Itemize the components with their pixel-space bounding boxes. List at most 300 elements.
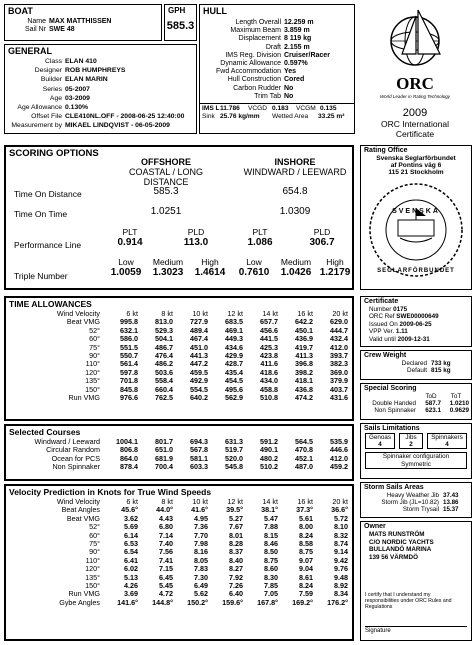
allowance-cell: 551.5	[120, 342, 138, 352]
allowance-cell: 425.3	[260, 342, 278, 352]
hull-row-label: Fwd Accommodation	[216, 68, 281, 76]
storm-sail-value: 15.37	[443, 506, 459, 514]
beat-angle-cell: 38.1°	[261, 505, 278, 515]
spinnakers-label: Spinnakers	[431, 434, 463, 441]
declared-label: Declared	[401, 360, 427, 367]
beat-vmg-cell: 5.72	[334, 513, 348, 523]
wetted-area-value: 33.25 m²	[318, 113, 345, 121]
wetted-area-label: Wetted Area	[272, 113, 309, 121]
run-vmg-cell: 6.40	[229, 589, 243, 599]
storm-sails-section	[360, 482, 472, 518]
table-row	[8, 463, 351, 471]
course-cell: 700.4	[155, 462, 173, 472]
velocity-cell: 8.58	[299, 539, 313, 549]
spinnakers-value: 4	[445, 441, 449, 449]
wind-speed-header: 14 kt	[262, 497, 278, 506]
pld-header-off: PLD	[187, 227, 205, 237]
wind-speed-header: 20 kt	[332, 497, 348, 506]
allowance-cell: 503.6	[155, 367, 173, 377]
velocity-cell: 8.40	[229, 555, 243, 565]
tn-low-header-off: Low	[118, 257, 134, 267]
course-cell: 878.4	[120, 462, 138, 472]
velocity-cell: 8.46	[264, 539, 278, 549]
scoring-label: SCORING OPTIONS	[9, 148, 99, 159]
storm-sails-rows	[361, 492, 471, 514]
allowance-cell: 418.6	[260, 367, 278, 377]
run-vmg-cell: 4.72	[159, 589, 173, 599]
ims-row	[200, 103, 354, 113]
allowance-cell: 469.1	[225, 325, 243, 335]
storm-sails-label: Storm Sails Areas	[364, 484, 424, 491]
general-row-label: Class	[45, 58, 62, 65]
orc-logo-icon	[380, 8, 450, 78]
course-cell: 651.0	[155, 445, 173, 455]
allowance-cell: 434.6	[225, 342, 243, 352]
allowance-cell: 492.9	[190, 376, 208, 386]
certificate-label: Certificate	[364, 298, 399, 305]
course-cell: 564.5	[295, 437, 313, 446]
allowance-cell: 441.3	[190, 351, 208, 361]
tot-label: Time On Time	[14, 209, 68, 219]
jibs-value: 2	[409, 441, 413, 449]
course-cell: 681.9	[155, 453, 173, 463]
velocity-table	[8, 498, 351, 607]
velocity-cell: 7.70	[194, 530, 208, 540]
general-row-label: Measurement by	[11, 122, 62, 130]
course-cell: 459.2	[330, 462, 348, 472]
ss-tod-header: ToD	[425, 393, 437, 400]
beat-vmg-cell: 3.62	[124, 513, 138, 523]
general-row-value: 03-2009	[65, 94, 90, 102]
orc-ref: SWE00000649	[396, 313, 439, 321]
special-scoring-section	[360, 383, 472, 420]
course-cell: 519.7	[225, 445, 243, 455]
allowance-cell: 436.9	[295, 334, 313, 344]
tn-low-inshore: 0.7610	[238, 267, 270, 278]
seal-text-top: SVENSKA	[392, 208, 440, 215]
storm-sail-label: Heavy Weather Jib	[386, 492, 439, 499]
default-value: 815 kg	[431, 367, 451, 375]
velocity-cell: 8.01	[229, 530, 243, 540]
allowance-cell: 529.3	[155, 325, 173, 335]
allowance-cell: 510.8	[260, 393, 278, 403]
hull-row-label: Maximum Beam	[230, 27, 281, 35]
gybe-angle-cell: 176.2°	[327, 597, 348, 607]
storm-sail-row	[361, 499, 471, 506]
allowance-cell: 382.3	[330, 359, 348, 369]
velocity-cell: 7.67	[229, 522, 243, 532]
storm-sail-row	[361, 506, 471, 513]
hull-row-label: Displacement	[238, 35, 281, 43]
velocity-cell: 7.98	[194, 539, 208, 549]
velocity-cell: 9.04	[299, 564, 313, 574]
allowance-cell: 434.0	[260, 376, 278, 386]
vcgd-value: 0.183	[272, 105, 289, 113]
hull-row	[200, 76, 354, 84]
allowance-cell: 411.3	[295, 351, 313, 361]
velocity-cell: 8.32	[334, 530, 348, 540]
allowance-cell: 423.8	[260, 351, 278, 361]
hull-row	[200, 85, 354, 93]
course-label: Non Spinnaker	[52, 462, 100, 472]
velocity-cell: 5.13	[124, 572, 138, 582]
allowance-cell: 554.5	[190, 384, 208, 394]
course-cell: 446.6	[330, 445, 348, 455]
tn-medium-offshore: 1.3023	[152, 267, 184, 278]
gph-section	[164, 4, 197, 41]
allowance-cell: 467.4	[190, 334, 208, 344]
allowance-angle-label: 90°	[89, 351, 100, 361]
declared-value: 733 kg	[431, 360, 451, 367]
allowance-cell: 454.5	[225, 376, 243, 386]
velocity-cell: 7.15	[159, 564, 173, 574]
velocity-cell: 7.41	[159, 555, 173, 565]
seal-text-bottom: SEGLARFÖRBUNDET	[377, 268, 455, 274]
hull-row	[200, 68, 354, 76]
velocity-cell: 8.10	[334, 522, 348, 532]
allowance-cell: 449.3	[225, 334, 243, 344]
velocity-angle-label: 90°	[89, 547, 100, 557]
allowance-cell: 379.9	[330, 376, 348, 386]
allowance-angle-label: 60°	[89, 334, 100, 344]
beat-vmg-cell: 5.61	[299, 513, 313, 523]
velocity-cell: 8.28	[229, 539, 243, 549]
allowance-cell: 845.8	[120, 384, 138, 394]
course-cell: 567.8	[190, 445, 208, 455]
genoas-label: Genoas	[368, 434, 392, 441]
velocity-cell: 7.36	[194, 522, 208, 532]
velocity-cell: 7.14	[159, 530, 173, 540]
allowance-cell: 562.9	[225, 393, 243, 403]
run-vmg-cell: 3.69	[124, 589, 138, 599]
velocity-cell: 7.92	[229, 572, 243, 582]
allowance-angle-label: 52°	[89, 325, 100, 335]
general-row-label: Series	[42, 85, 62, 93]
boat-label: BOAT	[8, 6, 33, 16]
allowance-cell: 640.2	[190, 393, 208, 403]
crew-weight-section	[360, 350, 472, 380]
storm-sail-label: Storm Trysail	[402, 506, 439, 514]
gybe-angles-label: Gybe Angles	[59, 597, 100, 607]
allowance-cell: 586.0	[120, 334, 138, 344]
hull-row-label: Trim Tab	[254, 92, 281, 100]
ims-l-label: IMS L	[202, 105, 220, 113]
allowance-cell: 369.0	[330, 367, 348, 377]
gybe-angle-cell: 150.2°	[187, 597, 208, 607]
velocity-cell: 8.15	[264, 530, 278, 540]
course-cell: 470.8	[295, 445, 313, 455]
allowance-cell: 393.7	[330, 351, 348, 361]
allowance-cell: 504.1	[155, 334, 173, 344]
vcgm-value: 0.135	[320, 105, 337, 113]
offshore-subtitle: COASTAL / LONG DISTANCE	[128, 167, 204, 187]
tod-offshore: 585.3	[153, 186, 179, 197]
rating-office-addr2: 115 21 Stockholm	[388, 169, 444, 176]
allowance-cell: 642.2	[295, 317, 313, 327]
scoring-section	[4, 145, 354, 290]
hull-row-label: IMS Reg. Division	[225, 51, 281, 59]
non-spinnaker-tot: 0.9629	[449, 407, 469, 415]
valid-until: 2009-12-31	[397, 335, 430, 343]
allowance-cell: 558.4	[155, 376, 173, 386]
velocity-cell: 5.69	[124, 522, 138, 532]
velocity-angle-label: 110°	[85, 555, 100, 565]
spinnaker-config-label: Spinnaker configuration	[382, 453, 450, 461]
velocity-angle-label: 120°	[85, 564, 100, 574]
general-row-value: ELAN 410	[65, 58, 97, 65]
vcgd-label: VCGD	[248, 105, 268, 113]
orc-logo-text: ORC	[396, 74, 434, 93]
sink-row	[200, 113, 354, 121]
tn-medium-header-off: Medium	[152, 257, 184, 267]
tn-medium-inshore: 1.0426	[280, 267, 312, 278]
course-cell: 520.0	[225, 453, 243, 463]
wind-speed-header: 14 kt	[262, 309, 278, 318]
sail-number-label: Sail Nr	[24, 26, 46, 34]
special-scoring-label: Special Scoring	[364, 385, 417, 392]
default-label: Default	[407, 367, 427, 375]
allowance-cell: 550.7	[120, 351, 138, 361]
course-cell: 806.8	[120, 445, 138, 455]
ss-tot-header: ToT	[450, 393, 462, 400]
plt-header-in: PLT	[252, 227, 268, 237]
boat-name: MAX MATTHISSEN	[49, 18, 112, 25]
hull-row-value: 0.597%	[284, 60, 308, 68]
allowance-cell: 762.5	[155, 393, 173, 403]
beat-vmg-cell: 5.27	[229, 513, 243, 523]
allowance-cell: 727.9	[190, 317, 208, 327]
general-section	[4, 44, 197, 134]
allowance-cell: 435.4	[225, 367, 243, 377]
spinnaker-config-value: Symmetric	[401, 460, 431, 468]
wind-speed-header: 12 kt	[227, 497, 243, 506]
course-cell: 603.3	[190, 462, 208, 472]
course-cell: 694.3	[190, 437, 208, 446]
time-allowances-label: TIME ALLOWANCES	[9, 299, 92, 309]
general-label: GENERAL	[8, 46, 53, 56]
allowance-cell: 976.6	[120, 393, 138, 403]
course-cell: 535.9	[330, 437, 348, 446]
velocity-cell: 4.26	[124, 581, 138, 591]
hull-row	[200, 44, 354, 52]
wind-speed-header: 10 kt	[192, 309, 208, 318]
velocity-cell: 9.48	[334, 572, 348, 582]
velocity-cell: 8.16	[194, 547, 208, 557]
general-row-value: ELAN MARIN	[65, 76, 108, 84]
allowance-cell: 431.6	[330, 393, 348, 403]
offshore-title: OFFSHORE	[140, 157, 191, 167]
time-allowances-table	[8, 310, 351, 402]
storm-sail-row	[361, 492, 471, 499]
hull-row-value: No	[284, 84, 294, 92]
double-handed-label: Double Handed	[372, 400, 416, 408]
sink-label: Sink	[202, 113, 215, 121]
velocity-cell: 7.88	[264, 522, 278, 532]
velocity-cell: 8.74	[334, 539, 348, 549]
beat-angle-cell: 36.6°	[331, 505, 348, 515]
hull-row	[200, 93, 354, 101]
storm-sail-label: Storm Jib (JL=10.82)	[381, 499, 439, 507]
course-cell: 591.2	[260, 437, 278, 446]
general-row-label: Age	[49, 94, 62, 102]
selected-courses-section	[4, 424, 354, 481]
jibs-label: Jibs	[405, 434, 417, 441]
course-cell: 631.3	[225, 437, 243, 446]
orc-tagline: World Leader in Rating Technology	[379, 94, 451, 99]
hull-row-value: 3.859 m	[284, 27, 310, 35]
signature-label: Signature	[365, 628, 391, 634]
allowance-angle-label: 75°	[89, 342, 100, 352]
run-vmg-cell: 7.59	[299, 589, 313, 599]
allowance-angle-label: Run VMG	[68, 393, 100, 403]
velocity-cell: 6.53	[124, 539, 138, 549]
beat-angle-cell: 39.5°	[226, 505, 243, 515]
selected-courses-label: Selected Courses	[9, 427, 81, 437]
hull-row	[200, 19, 354, 27]
velocity-cell: 7.85	[264, 581, 278, 591]
velocity-angle-label: 52°	[89, 522, 100, 532]
gybe-angle-cell: 144.8°	[152, 597, 173, 607]
tot-inshore: 1.0309	[279, 206, 311, 217]
velocity-cell: 7.30	[194, 572, 208, 582]
velocity-cell: 8.75	[264, 555, 278, 565]
owner-line-4: 139 56 VÄRMDÖ	[369, 553, 418, 561]
rating-office-label: Rating Office	[364, 147, 408, 154]
sails-limitations-label: Sails Limitations	[364, 425, 420, 432]
hull-row-label: Carbon Rudder	[233, 84, 281, 92]
issued-date: 2009-06-25	[399, 320, 432, 328]
vpp-version: 1.11	[395, 328, 408, 336]
course-label: Circular Random	[46, 445, 100, 455]
hull-row	[200, 27, 354, 35]
allowance-cell: 813.0	[155, 317, 173, 327]
course-label: Windward / Leeward	[34, 437, 100, 446]
velocity-cell: 6.80	[159, 522, 173, 532]
velocity-section	[4, 484, 354, 641]
course-cell: 1004.1	[116, 437, 138, 446]
genoas-box	[365, 433, 395, 449]
storm-sail-value: 13.86	[443, 499, 459, 507]
hull-row-label: Length Overall	[235, 19, 281, 26]
hull-row-value: Cored	[284, 76, 305, 84]
pld-inshore: 306.7	[309, 237, 335, 248]
hull-row-value: 8 119 kg	[284, 35, 312, 43]
beat-angle-cell: 44.0°	[156, 505, 173, 515]
allowance-cell: 476.4	[155, 351, 173, 361]
cert-title-line1: ORC International	[380, 119, 450, 129]
table-row	[8, 394, 351, 402]
allowance-cell: 432.4	[330, 334, 348, 344]
hull-row-value: 2.155 m	[284, 43, 310, 51]
beat-vmg-cell: 4.95	[194, 513, 208, 523]
velocity-cell: 8.30	[264, 572, 278, 582]
beat-vmg-cell: 4.43	[159, 513, 173, 523]
general-row-label: Offset File	[31, 113, 62, 121]
issued-label: Issued On	[369, 320, 398, 328]
plt-inshore: 1.086	[247, 237, 273, 248]
allowance-angle-label: 110°	[85, 359, 100, 369]
tod-label: Time On Distance	[14, 189, 82, 199]
plt-offshore: 0.914	[117, 237, 143, 248]
general-row	[5, 57, 196, 66]
cert-year: 2009	[402, 107, 428, 119]
hull-section	[199, 4, 355, 134]
allowance-cell: 436.8	[295, 384, 313, 394]
wind-speed-header: 6 kt	[126, 497, 138, 506]
owner-section	[360, 521, 472, 641]
general-rows	[5, 57, 196, 131]
tn-high-inshore: 1.2179	[319, 267, 351, 278]
boat-name-label: Name	[27, 18, 46, 25]
course-cell: 510.2	[260, 462, 278, 472]
hull-row-label: Hull Construction	[227, 76, 281, 84]
velocity-cell: 8.60	[264, 564, 278, 574]
owner-line-3: BULLANDÖ MARINA	[369, 546, 432, 554]
hull-row-value: Yes	[284, 68, 297, 76]
performance-line-label: Performance Line	[14, 240, 82, 250]
vcgm-label: VCGM	[296, 105, 316, 113]
hull-row-value: No	[284, 92, 294, 100]
pld-offshore: 113.0	[183, 237, 209, 248]
allowance-cell: 657.7	[260, 317, 278, 327]
triple-number-label: Triple Number	[14, 271, 68, 281]
hull-row-label: Draft	[265, 43, 281, 51]
tn-medium-header-in: Medium	[280, 257, 312, 267]
velocity-cell: 8.50	[264, 547, 278, 557]
crew-weight-label: Crew Weight	[364, 352, 407, 359]
hull-row-value: 12.259 m	[284, 19, 314, 26]
general-row	[5, 85, 196, 94]
beat-angle-cell: 45.6°	[121, 505, 138, 515]
allowance-cell: 660.4	[155, 384, 173, 394]
tod-inshore: 654.8	[282, 186, 308, 197]
jibs-box	[399, 433, 423, 449]
velocity-cell: 9.07	[299, 555, 313, 565]
velocity-cell: 6.41	[124, 555, 138, 565]
spinnaker-config-box	[365, 452, 467, 468]
velocity-cell: 8.00	[299, 522, 313, 532]
owner-line-2: C/O NORDIC YACHTS	[369, 538, 434, 546]
svenska-seal-icon	[364, 178, 468, 282]
velocity-label: Velocity Prediction in Knots for True Wind Speeds	[9, 487, 212, 497]
spinnakers-box	[427, 433, 467, 449]
general-row-value: MIKAEL LINDQVIST - 06-05-2009	[65, 122, 170, 130]
double-handed-tod: 587.7	[425, 400, 441, 408]
allowance-cell: 561.4	[120, 359, 138, 369]
tn-low-offshore: 1.0059	[110, 267, 142, 278]
allowance-cell: 450.1	[295, 325, 313, 335]
velocity-cell: 7.40	[159, 539, 173, 549]
allowance-cell: 632.1	[120, 325, 138, 335]
velocity-cell: 9.76	[334, 564, 348, 574]
general-row-value: 0.130%	[65, 104, 89, 112]
velocity-cell: 6.45	[159, 572, 173, 582]
plt-header-off: PLT	[122, 227, 138, 237]
allowance-angle-label: 120°	[85, 367, 100, 377]
hull-rows	[200, 19, 354, 101]
general-row-label: Designer	[34, 67, 62, 75]
velocity-cell: 6.49	[194, 581, 208, 591]
allowance-cell: 701.8	[120, 376, 138, 386]
general-row	[5, 121, 196, 130]
run-vmg-cell: 7.05	[264, 589, 278, 599]
allowance-cell: 398.2	[295, 367, 313, 377]
gph-value: 585.3	[166, 20, 195, 32]
course-label: Ocean for PCS	[51, 453, 100, 463]
tot-offshore: 1.0251	[150, 206, 182, 217]
allowance-cell: 629.0	[330, 317, 348, 327]
course-cell: 412.0	[330, 453, 348, 463]
